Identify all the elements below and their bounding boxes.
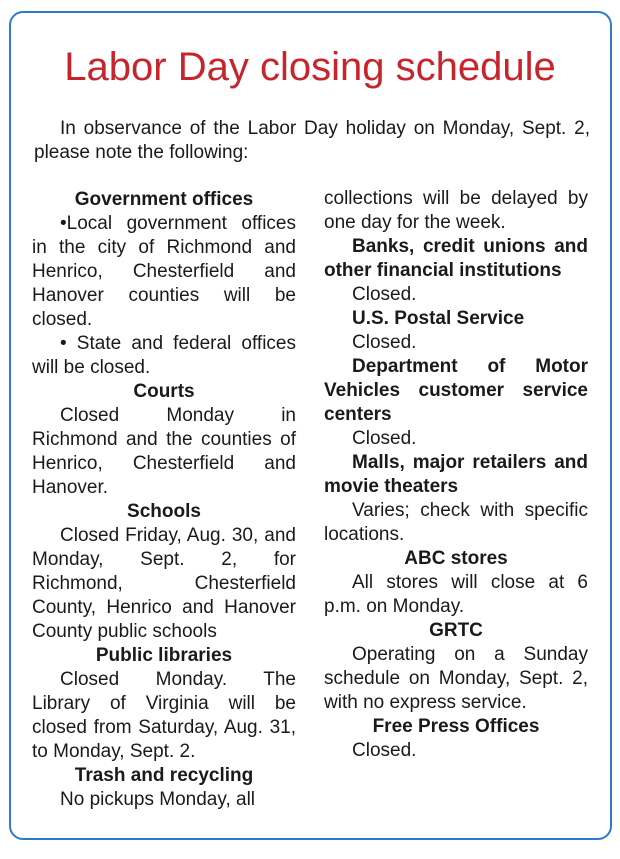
malls-text: Varies; check with specific locations.	[324, 500, 588, 545]
section-head-banks: Banks, credit unions and other financial institutions	[324, 236, 588, 281]
grtc-text: Operating on a Sunday schedule on Monday, Sept. 2, with no express service.	[324, 644, 588, 713]
banks-text: Closed.	[352, 284, 417, 305]
courts-text: Closed Monday in Richmond and the counties of Henrico, Chesterfield and Hanover.	[32, 405, 296, 498]
postal-text: Closed.	[352, 332, 417, 353]
section-head-malls: Malls, major retailers and movie theaters	[324, 452, 588, 497]
section-head-government: Government offices	[74, 189, 254, 210]
section-head-libraries: Public libraries	[95, 645, 233, 666]
section-head-grtc: GRTC	[429, 620, 483, 641]
schools-text: Closed Friday, Aug. 30, and Monday, Sept. 2, for Richmond, Chesterfield County, Henrico and Hanover County public schools	[32, 525, 296, 642]
section-head-schools: Schools	[127, 501, 201, 522]
libraries-text: Closed Monday. The Library of Virginia will be closed from Saturday, Aug. 31, to Monday, Sept. 2.	[32, 669, 296, 762]
section-head-trash: Trash and recycling	[74, 765, 254, 786]
left-column	[32, 188, 296, 812]
section-head-courts: Courts	[133, 381, 195, 402]
government-bullet-1: •Local government offices in the city of Richmond and Henrico, Chesterfield and Hanover counties will be closed.	[32, 213, 296, 330]
section-head-free-press: Free Press Offices	[372, 716, 540, 737]
trash-text: No pickups Monday, all	[60, 789, 256, 810]
government-bullet-2: • State and federal offices will be closed.	[32, 333, 296, 378]
right-column	[324, 187, 588, 763]
abc-text: All stores will close at 6 p.m. on Monday.	[324, 572, 588, 617]
section-head-abc: ABC stores	[404, 548, 508, 569]
dmv-text: Closed.	[352, 428, 417, 449]
intro-text: In observance of the Labor Day holiday on Monday, Sept. 2, please note the following:	[34, 118, 590, 163]
page-title: Labor Day closing schedule	[64, 45, 556, 89]
section-head-dmv: Department of Motor Vehicles customer service centers	[324, 356, 588, 425]
trash-text-continued: collections will be delayed by one day for the week.	[324, 188, 588, 233]
free-press-text: Closed.	[352, 740, 417, 761]
section-head-postal: U.S. Postal Service	[352, 308, 525, 329]
